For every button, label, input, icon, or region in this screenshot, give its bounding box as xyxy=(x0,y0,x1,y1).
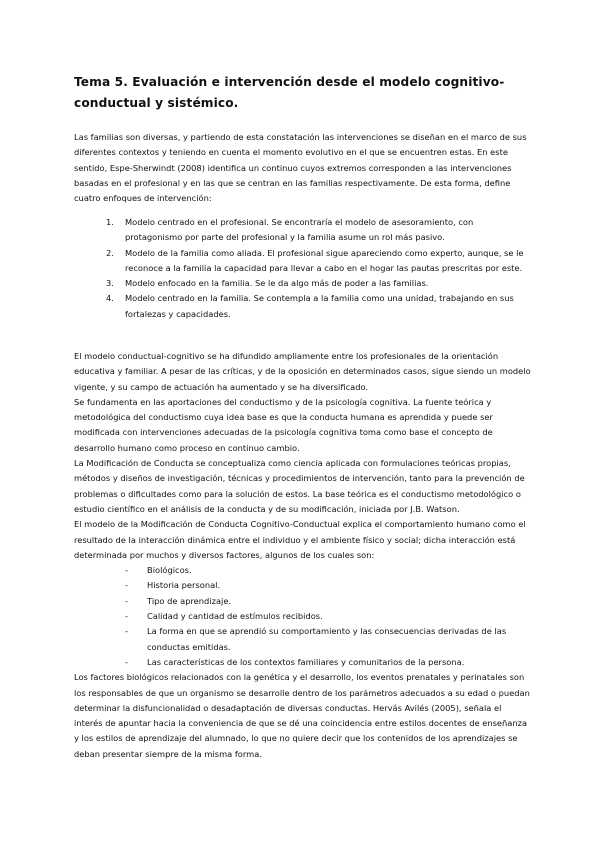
list-item-number: 2. xyxy=(106,247,114,258)
intro-paragraph: Las familias son diversas, y partiendo de esta constatación las intervenciones se diseñan en el marco de sus diferentes contextos y teniendo en cuenta el momento evolutivo en el que se encuentren estas. En este sentido, Espe-Sherwindt (2008) identifica un continuo cuyos extremos corresponden a las intervenciones basadas en el profesional y en las que se centran en las familias respectivamente. De esta forma, define cuatro enfoques de intervención: xyxy=(74,132,527,204)
list-item-text: Modelo centrado en el profesional. Se encontraría el modelo de asesoramiento, con protagonismo por parte del profesional y la familia asume un rol más pasivo. xyxy=(125,217,474,243)
bullet: - xyxy=(125,611,128,622)
paragraph-conductual: El modelo conductual-cognitivo se ha difundido ampliamente entre los profesionales de la orientación educativa y familiar. A pesar de las críticas, y de la oposición en determinados casos, sigue siendo un modelo vigente, y su campo de actuación ha aumentado y se ha diversificado. xyxy=(74,351,531,392)
page-title: Tema 5. Evaluación e intervención desde el modelo cognitivo-conductual y sistémico. xyxy=(74,75,505,110)
list-item-number: 3. xyxy=(106,278,114,289)
modelo-section xyxy=(74,349,532,762)
list-item xyxy=(125,655,532,670)
bullet: - xyxy=(125,595,128,606)
bullet: - xyxy=(125,626,128,637)
bullet: - xyxy=(125,565,128,576)
paragraph-modificacion: La Modificación de Conducta se conceptualiza como ciencia aplicada con formulaciones teóricas propias, métodos y diseños de investigación, técnicas y procedimientos de intervención, tanto para la prevención de problemas o dificultades como para la solución de estos. La base teórica es el conductismo metodológico o estudio científico en el análisis de la conducta y de su modificación, iniciada por J.B. Watson. xyxy=(74,458,525,514)
bullet: - xyxy=(125,580,128,591)
enfoques-list xyxy=(106,215,532,322)
list-item-text: Las características de los contextos familiares y comunitarios de la persona. xyxy=(147,656,465,667)
list-item xyxy=(125,594,532,609)
list-item-number: 1. xyxy=(106,217,114,227)
factores-list xyxy=(125,563,532,670)
list-item-text: Modelo de la familia como aliada. El profesional sigue apareciendo como experto, aunque, se le reconoce a la familia la capacidad para llevar a cabo en el hogar las pautas prescritas por este. xyxy=(125,247,524,273)
list-item xyxy=(106,215,532,246)
list-item xyxy=(106,246,532,277)
list-item xyxy=(106,291,532,322)
list-item-text: Modelo centrado en la familia. Se contempla a la familia como una unidad, trabajando en sus fortalezas y capacidades. xyxy=(125,293,514,319)
list-item xyxy=(106,276,532,291)
list-item xyxy=(125,578,532,593)
paragraph-factores: Los factores biológicos relacionados con la genética y el desarrollo, los eventos prenatales y perinatales son los responsables de que un organismo se desarrolle dentro de los parámetros adecuados a su edad o puedan determinar la disfuncionalidad o desadaptación de diversas conductas. Hervás Avilés (2005), señala el interés de apuntar hacia la conveniencia de que se dé una coincidencia entre estilos docentes de enseñanza y los estilos de aprendizaje del alumnado, lo que no quiere decir que los contenidos de los aprendizajes se deban presentar siempre de la misma forma. xyxy=(74,672,530,759)
bullet: - xyxy=(125,656,128,667)
list-item xyxy=(125,624,532,655)
paragraph-fundamento: Se fundamenta en las aportaciones del conductismo y de la psicología cognitiva. La fuente teórica y metodológica del conductismo cuya idea base es que la conducta humana es aprendida y puede ser modificada con intervenciones adecuadas de la psicología cognitiva toma como base el concepto de desarrollo humano como proceso en continuo cambio. xyxy=(74,396,493,453)
list-item xyxy=(125,563,532,578)
list-item-text: La forma en que se aprendió su comportamiento y las consecuencias derivadas de las conductas emitidas. xyxy=(147,626,507,652)
list-item-text: Historia personal. xyxy=(147,580,221,591)
list-item-text: Biológicos. xyxy=(147,565,192,576)
paragraph-cognitivo: El modelo de la Modificación de Conducta Cognitivo-Conductual explica el comportamiento humano como el resultado de la interacción dinámica entre el individuo y el ambiente físico y social; dicha interacción está determinada por muchos y diversos factores, algunos de los cuales son: xyxy=(74,519,526,560)
list-item-text: Tipo de aprendizaje. xyxy=(147,595,232,606)
list-item-text: Calidad y cantidad de estímulos recibidos. xyxy=(147,611,323,622)
list-item-text: Modelo enfocado en la familia. Se le da algo más de poder a las familias. xyxy=(125,278,429,289)
list-item-number: 4. xyxy=(106,293,114,304)
list-item xyxy=(125,609,532,624)
